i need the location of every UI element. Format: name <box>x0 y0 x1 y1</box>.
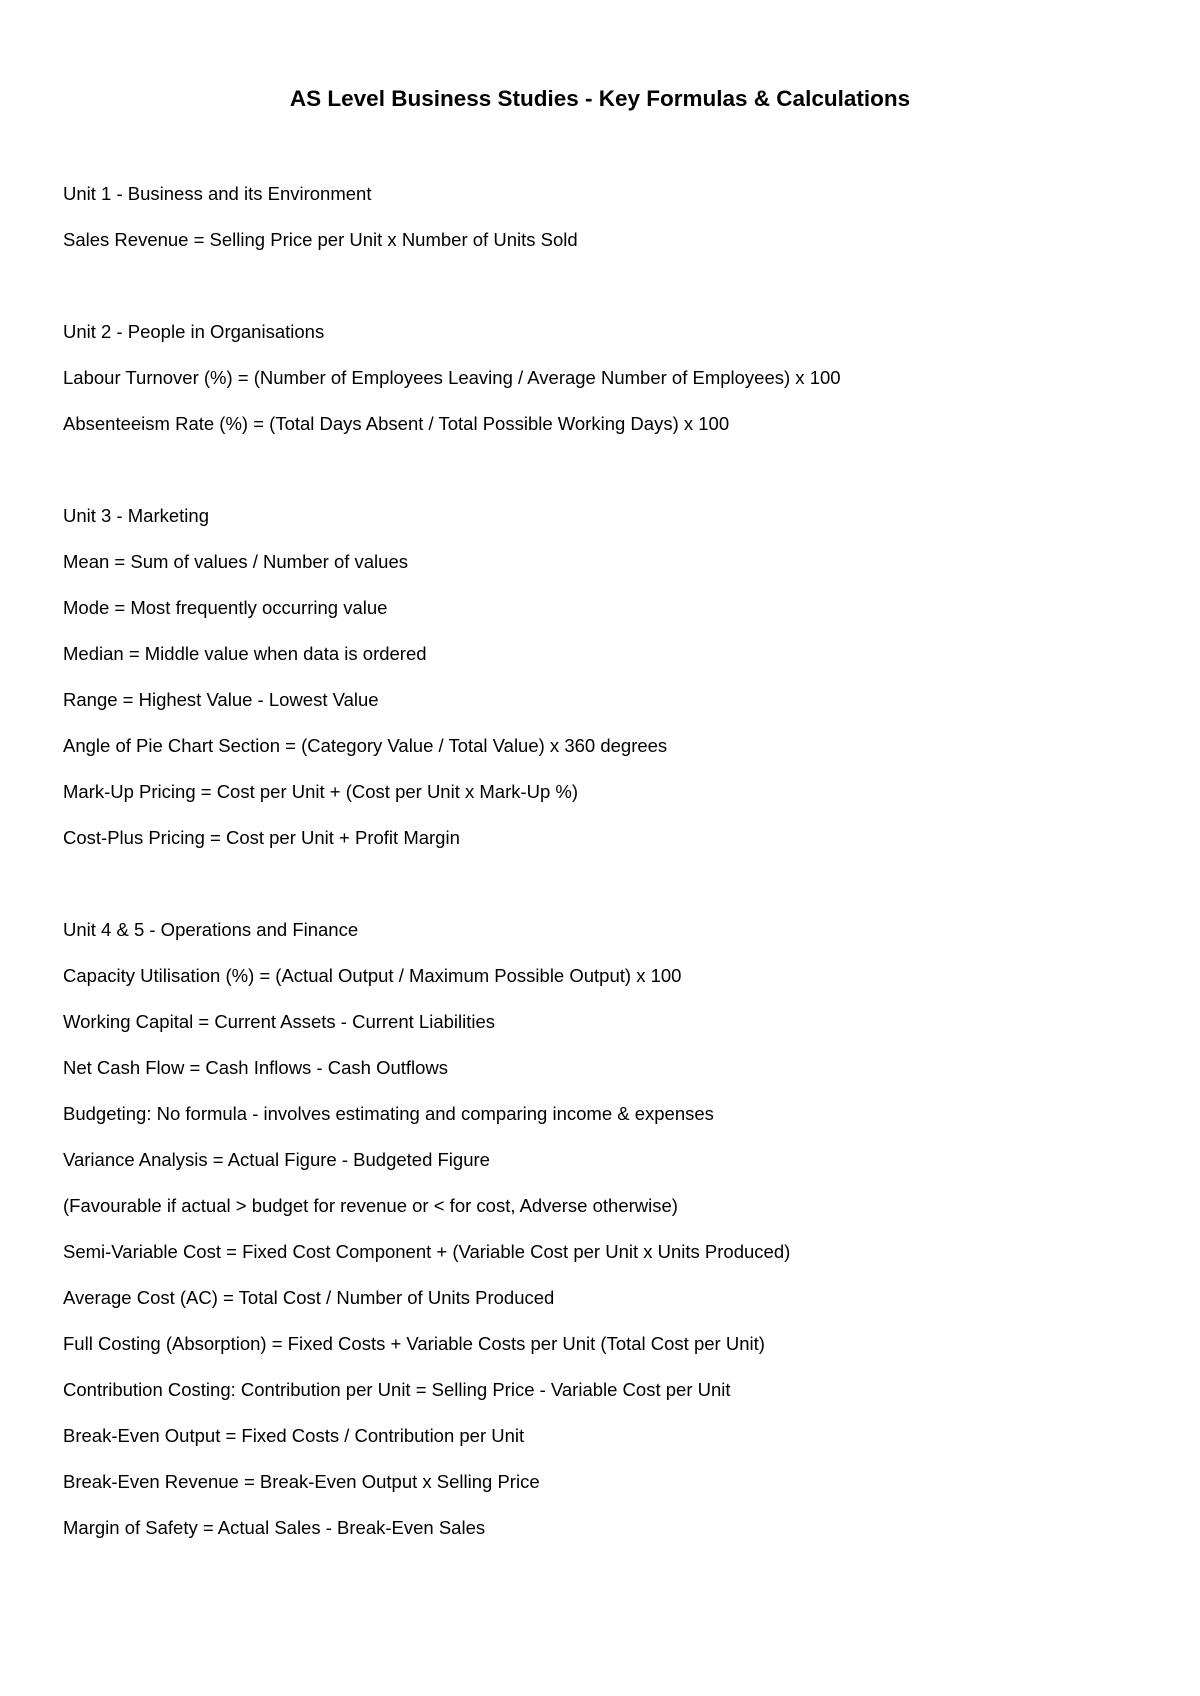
section-heading: Unit 2 - People in Organisations <box>63 321 325 342</box>
formula-line: Full Costing (Absorption) = Fixed Costs + Variable Costs per Unit (Total Cost per Unit) <box>63 1333 765 1354</box>
formula-line: (Favourable if actual > budget for revenue or < for cost, Adverse otherwise) <box>63 1195 678 1216</box>
section-unit-3 <box>63 493 1163 861</box>
formula-line: Contribution Costing: Contribution per Unit = Selling Price - Variable Cost per Unit <box>63 1379 731 1400</box>
formula-line: Cost-Plus Pricing = Cost per Unit + Profit Margin <box>63 827 460 848</box>
formula-line: Mark-Up Pricing = Cost per Unit + (Cost per Unit x Mark-Up %) <box>63 781 579 802</box>
formula-line: Average Cost (AC) = Total Cost / Number of Units Produced <box>63 1287 555 1308</box>
formula-line: Variance Analysis = Actual Figure - Budgeted Figure <box>63 1149 490 1170</box>
formula-line: Mode = Most frequently occurring value <box>63 597 388 618</box>
section-heading: Unit 3 - Marketing <box>63 505 209 526</box>
formula-line: Margin of Safety = Actual Sales - Break-Even Sales <box>63 1517 486 1538</box>
formula-line: Net Cash Flow = Cash Inflows - Cash Outflows <box>63 1057 449 1078</box>
formula-line: Break-Even Output = Fixed Costs / Contribution per Unit <box>63 1425 525 1446</box>
formula-line: Mean = Sum of values / Number of values <box>63 551 408 572</box>
formula-line: Labour Turnover (%) = (Number of Employees Leaving / Average Number of Employees) x 100 <box>63 367 841 388</box>
formula-line: Budgeting: No formula - involves estimating and comparing income & expenses <box>63 1103 714 1124</box>
page-title: AS Level Business Studies - Key Formulas & Calculations <box>289 86 911 112</box>
section-heading: Unit 4 & 5 - Operations and Finance <box>63 919 359 940</box>
section-unit-1 <box>63 171 1163 263</box>
formula-line: Break-Even Revenue = Break-Even Output x Selling Price <box>63 1471 540 1492</box>
formula-line: Range = Highest Value - Lowest Value <box>63 689 379 710</box>
section-unit-4-5 <box>63 907 1163 1551</box>
formula-line: Working Capital = Current Assets - Current Liabilities <box>63 1011 496 1032</box>
section-heading: Unit 1 - Business and its Environment <box>63 183 372 204</box>
document-body <box>63 171 1163 1597</box>
formula-line: Sales Revenue = Selling Price per Unit x Number of Units Sold <box>63 229 578 250</box>
formula-line: Semi-Variable Cost = Fixed Cost Component + (Variable Cost per Unit x Units Produced) <box>63 1241 791 1262</box>
formula-line: Capacity Utilisation (%) = (Actual Output / Maximum Possible Output) x 100 <box>63 965 682 986</box>
formula-line: Angle of Pie Chart Section = (Category Value / Total Value) x 360 degrees <box>63 735 668 756</box>
formula-line: Absenteeism Rate (%) = (Total Days Absent / Total Possible Working Days) x 100 <box>63 413 730 434</box>
section-unit-2 <box>63 309 1163 447</box>
formula-line: Median = Middle value when data is ordered <box>63 643 427 664</box>
